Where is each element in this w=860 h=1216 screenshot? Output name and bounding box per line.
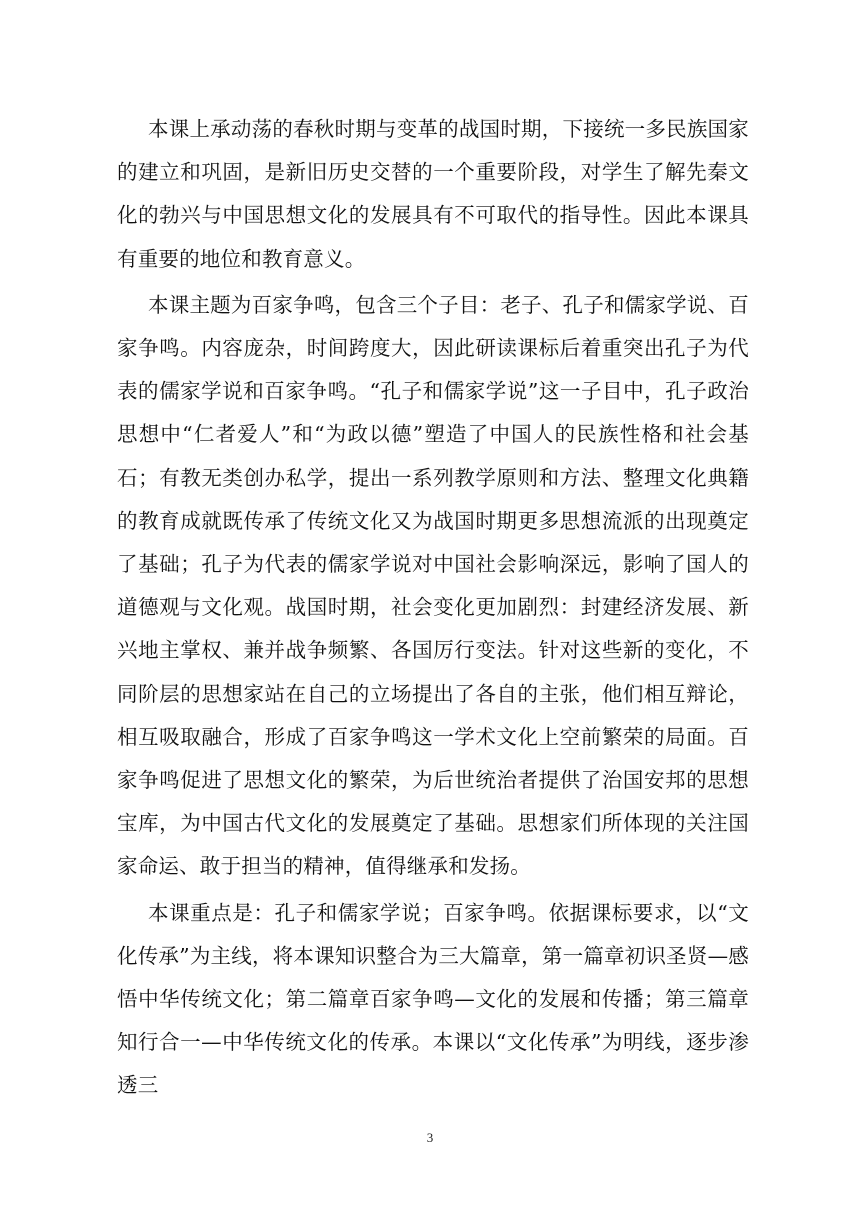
page-number: 3 xyxy=(426,1130,434,1145)
paragraph-theme: 本课主题为百家争鸣，包含三个子目：老子、孔子和儒家学说、百家争鸣。内容庞杂，时间跨度大，因此研读课标后着重突出孔子为代表的儒家学说和百家争鸣。“孔子和儒家学说”这一子目中，孔子政治思想中“仁者爱人”和“为政以德”塑造了中国人的民族性格和社会基石；有教无类创办私学，提出一系列教学原则和方法、整理文化典籍的教育成就既传承了传统文化又为战国时期更多思想流派的出现奠定了基础；孔子为代表的儒家学说对中国社会影响深远，影响了国人的道德观与文化观。战国时期，社会变化更加剧烈：封建经济发展、新兴地主掌权、兼并战争频繁、各国厉行变法。针对这些新的变化，不同阶层的思想家站在自己的立场提出了各自的主张，他们相互辩论，相互吸取融合，形成了百家争鸣这一学术文化上空前繁荣的局面。百家争鸣促进了思想文化的繁荣，为后世统治者提供了治国安邦的思想宝库，为中国古代文化的发展奠定了基础。思想家们所体现的关注国家命运、敢于担当的精神，值得继承和发扬。 xyxy=(117,292,749,879)
paragraph-context: 本课上承动荡的春秋时期与变革的战国时期，下接统一多民族国家的建立和巩固，是新旧历史交替的一个重要阶段，对学生了解先秦文化的勃兴与中国思想文化的发展具有不可取代的指导性。因此本课具有重要的地位和教育意义。 xyxy=(117,117,749,271)
body-text xyxy=(117,108,749,1111)
paragraph-key-points: 本课重点是：孔子和儒家学说；百家争鸣。依据课标要求，以“文化传承”为主线，将本课知识整合为三大篇章，第一篇章初识圣贤—感悟中华传统文化；第二篇章百家争鸣—文化的发展和传播；第三篇章知行合一—中华传统文化的传承。本课以“文化传承”为明线，逐步渗透三 xyxy=(117,900,749,1098)
